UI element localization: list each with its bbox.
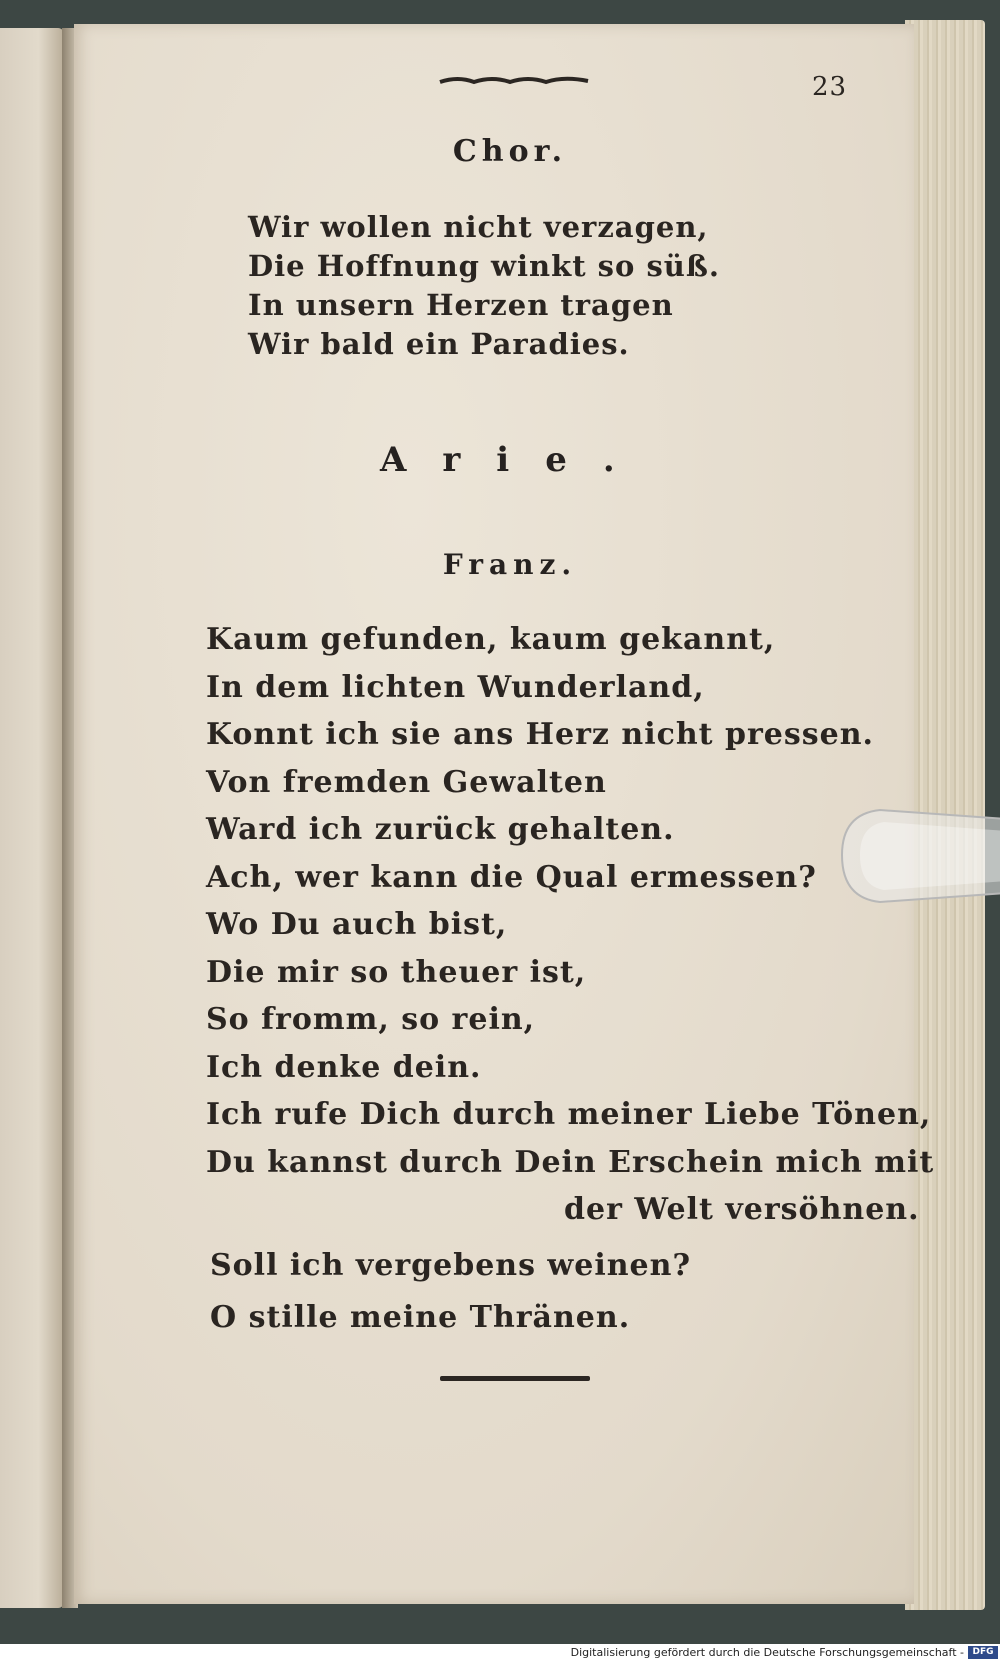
- verse-line: Die mir so theuer ist,: [206, 954, 587, 990]
- verse-line: Ach, wer kann die Qual ermessen?: [206, 859, 817, 895]
- verse-line: Wir wollen nicht verzagen,: [248, 210, 709, 244]
- verse-line: In dem lichten Wunderland,: [206, 669, 705, 705]
- verse-line: Ward ich zurück gehalten.: [206, 812, 675, 847]
- verse-line: Ich denke dein.: [206, 1049, 482, 1085]
- dfg-logo: DFG: [968, 1646, 998, 1659]
- verse-line: Du kannst durch Dein Erschein mich mit: [206, 1144, 935, 1180]
- arie-heading: Arie.: [380, 440, 651, 480]
- verse-line: Ich rufe Dich durch meiner Liebe Tönen,: [206, 1097, 932, 1132]
- closing-stanza: [210, 1240, 691, 1344]
- speaker-heading: Franz.: [442, 548, 578, 581]
- verse-line: Von fremden Gewalten: [206, 764, 607, 800]
- arie-stanza: [206, 616, 934, 1234]
- chor-heading: Chor.: [452, 134, 568, 169]
- page-number: 23: [812, 72, 848, 102]
- end-rule: [440, 1376, 590, 1381]
- verse-line: So fromm, so rein,: [206, 1002, 536, 1037]
- chor-stanza: [248, 208, 720, 364]
- verse-line: Soll ich vergebens weinen?: [210, 1248, 692, 1283]
- left-page-edge: [0, 28, 64, 1608]
- verse-line: Wo Du auch bist,: [206, 907, 508, 942]
- top-ornament: [438, 76, 590, 86]
- footer-credit: Digitalisierung gefördert durch die Deutsche Forschungsgemeinschaft -: [570, 1646, 964, 1659]
- verse-line: Wir bald ein Paradies.: [248, 327, 630, 361]
- page-clip: [840, 800, 1000, 910]
- verse-line: Konnt ich sie ans Herz nicht pressen.: [206, 717, 874, 752]
- verse-line: In unsern Herzen tragen: [248, 288, 674, 322]
- verse-line-continuation: der Welt versöhnen.: [564, 1192, 920, 1227]
- verse-line: Die Hoffnung winkt so süß.: [248, 249, 720, 283]
- verse-line: Kaum gefunden, kaum gekannt,: [206, 622, 776, 657]
- verse-line: O stille meine Thränen.: [210, 1300, 631, 1335]
